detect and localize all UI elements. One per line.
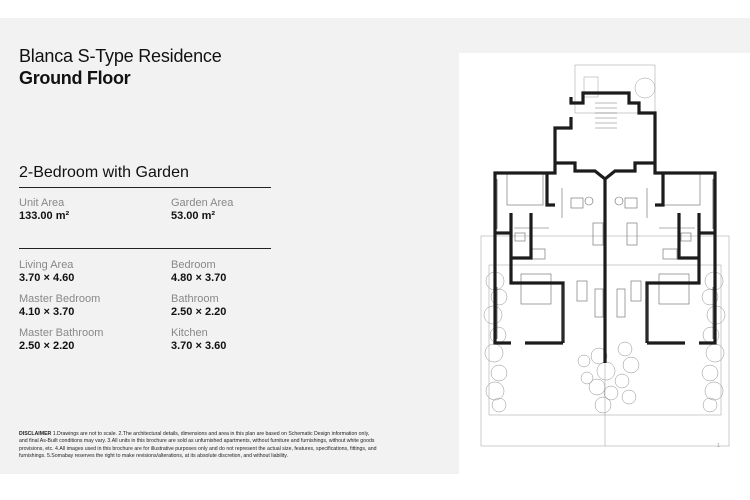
stat-value: 4.80 × 3.70 [171, 272, 227, 284]
stat-label: Garden Area [171, 197, 234, 209]
bathroom-stat [171, 293, 226, 319]
kitchen-stat [171, 327, 226, 353]
garden-area-stat [171, 197, 233, 223]
brochure-sheet [0, 18, 750, 474]
floor-plan-drawing [459, 53, 750, 474]
stat-label: Kitchen [171, 327, 208, 339]
stat-value: 4.10 × 3.70 [19, 306, 75, 318]
stat-value: 2.50 × 2.20 [171, 306, 227, 318]
divider-bottom [19, 248, 271, 249]
master-bathroom-stat [19, 327, 103, 353]
residence-title: Blanca S-Type Residence [19, 46, 222, 66]
stat-value: 2.50 × 2.20 [19, 340, 75, 352]
stat-value: 3.70 × 4.60 [19, 272, 75, 284]
disclaimer [19, 431, 379, 461]
disclaimer-heading: DISCLAIMER [19, 431, 52, 437]
divider-top [19, 187, 271, 188]
page-number: 1 [717, 443, 720, 449]
stat-label: Bathroom [171, 293, 219, 305]
master-bedroom-stat [19, 293, 100, 319]
bedroom-stat [171, 259, 226, 285]
floor-plan-panel [459, 53, 750, 474]
stat-label: Bedroom [171, 259, 216, 271]
disclaimer-text: 1.Drawings are not to scale. 2.The architectural details, dimensions and area in this plan are based on Schematic Design information only, and final As-Built conditions may vary. 3.All units in this brochure are sold as unfurnished apartments, without furniture and furnishings, without white goods provisions, etc. 4.All images used in this brochure are for illustrative purposes only and do not represent the actual size, features, specifications, fittings, and furnishings. 5.Somabay reserves the right to make revisions/alterations, at its absolute discretion, and without liability. [19, 431, 377, 460]
stat-label: Unit Area [19, 197, 65, 209]
unit-type-heading: 2-Bedroom with Garden [19, 164, 189, 181]
stat-label: Master Bedroom [19, 293, 101, 305]
living-area-stat [19, 259, 74, 285]
stat-label: Living Area [19, 259, 74, 271]
stat-value: 133.00 m² [19, 210, 70, 222]
stair-hatch [595, 103, 617, 128]
stat-value: 53.00 m² [171, 210, 216, 222]
unit-area-stat [19, 197, 69, 223]
stat-value: 3.70 × 3.60 [171, 340, 227, 352]
stat-label: Master Bathroom [19, 327, 104, 339]
floor-title: Ground Floor [19, 68, 131, 88]
